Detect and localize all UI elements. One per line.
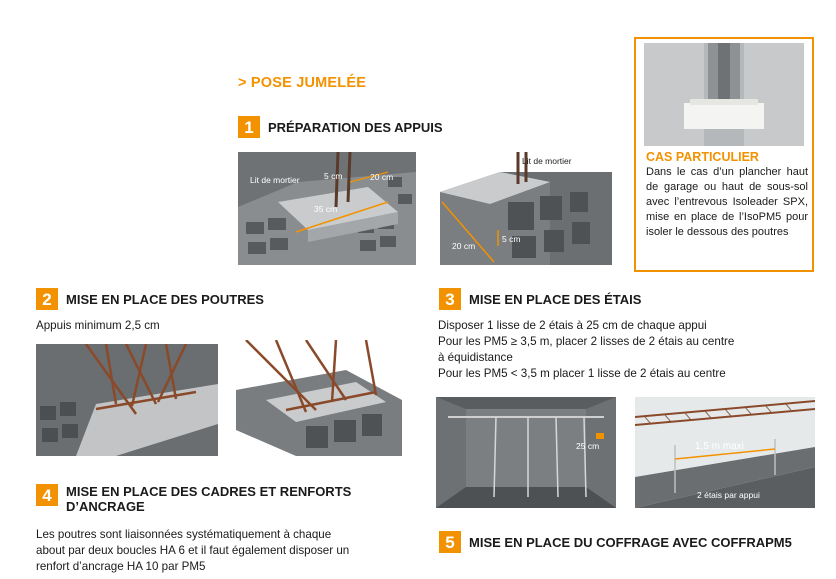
step-4-title-line-2: D’ANCRAGE — [66, 499, 145, 514]
photo-support-preparation-1 — [238, 152, 416, 265]
step-4-line-3: renfort d’ancrage HA 10 par PM5 — [36, 560, 206, 573]
step-3-number: 3 — [439, 288, 461, 310]
photo2-dim-20: 20 cm — [452, 241, 476, 251]
photo2-dim-5: 5 cm — [502, 234, 521, 244]
step-5-number: 5 — [439, 531, 461, 553]
photo-beams-1 — [36, 344, 218, 456]
step-2-text: Appuis minimum 2,5 cm — [36, 319, 160, 332]
photo-isopm5 — [644, 43, 804, 146]
step-2-number: 2 — [36, 288, 58, 310]
step-1-heading — [238, 116, 443, 138]
step-3-title: MISE EN PLACE DES ÉTAIS — [469, 291, 642, 307]
special-case-text: Dans le cas d’un plancher haut de garage ou haut de sous-sol avec l’entrevous Isoleader SPX, mise en place de l’IsoPM5 pour isoler le dessous des poutres — [646, 166, 808, 238]
photo1-dim-5: 5 cm — [324, 171, 343, 181]
step-4-title — [66, 484, 351, 514]
step-3-line-3: à équidistance — [438, 351, 513, 364]
photo-beams-2 — [236, 340, 402, 456]
step-4-heading — [36, 484, 351, 514]
section-title: > POSE JUMELÉE — [238, 75, 367, 91]
step-4-title-line-1: MISE EN PLACE DES CADRES ET RENFORTS — [66, 484, 352, 499]
step-3-line-1: Disposer 1 lisse de 2 étais à 25 cm de chaque appui — [438, 319, 707, 332]
step-2-title: MISE EN PLACE DES POUTRES — [66, 291, 264, 307]
step-3-heading — [439, 288, 641, 310]
step-4-line-2: about par deux boucles HA 6 et il faut également disposer un — [36, 544, 350, 557]
step-1-number: 1 — [238, 116, 260, 138]
step-4-number: 4 — [36, 484, 58, 506]
photo1-mortar-label: Lit de mortier — [250, 175, 300, 185]
photo2-mortar-label: Lit de mortier — [522, 156, 572, 166]
photo-support-preparation-2 — [440, 152, 612, 265]
props2-caption: 2 étais par appui — [697, 490, 760, 500]
step-3-line-2: Pour les PM5 ≥ 3,5 m, placer 2 lisses de 2 étais au centre — [438, 335, 735, 348]
photo-props-1 — [436, 397, 616, 508]
step-4-line-1: Les poutres sont liaisonnées systématiquement à chaque — [36, 528, 332, 541]
step-2-heading — [36, 288, 264, 310]
special-case-box — [634, 37, 814, 272]
step-5-title: MISE EN PLACE DU COFFRAGE AVEC COFFRAPM5 — [469, 534, 792, 550]
photo1-dim-20: 20 cm — [370, 172, 394, 182]
step-3-line-4: Pour les PM5 < 3,5 m placer 1 lisse de 2 étais au centre — [438, 367, 726, 380]
photo1-dim-35: 35 cm — [314, 204, 338, 214]
props2-dim: 1,5 m maxi — [695, 441, 744, 452]
step-5-heading — [439, 531, 792, 553]
step-1-title: PRÉPARATION DES APPUIS — [268, 119, 443, 135]
special-case-title: CAS PARTICULIER — [646, 150, 759, 164]
photo-props-2 — [635, 397, 815, 508]
props1-dim: 25 cm — [576, 441, 600, 451]
